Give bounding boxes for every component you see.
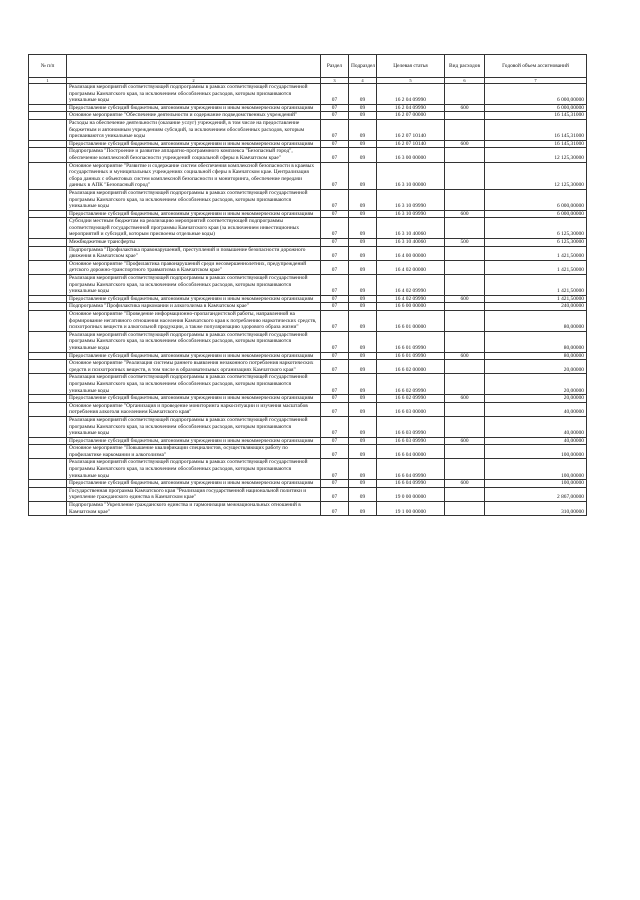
row-number-cell <box>29 162 67 189</box>
row-number-cell <box>29 112 67 120</box>
row-amount-cell: 80,00000 <box>485 331 587 352</box>
row-section-cell: 07 <box>321 437 349 445</box>
row-target-cell: 16 6 04 00000 <box>377 445 445 459</box>
column-number: 7 <box>485 78 587 84</box>
row-target-cell: 16 4 02 09990 <box>377 275 445 296</box>
table-row <box>29 437 587 445</box>
row-target-cell: 16 6 01 09990 <box>377 352 445 360</box>
row-section-cell: 07 <box>321 84 349 105</box>
row-subsection-cell: 09 <box>349 331 377 352</box>
row-number-cell <box>29 502 67 516</box>
row-name-cell: Подпрограмма "Построение и развитие аппаратно-программного комплекса "Безопасный город", обеспечение комплексной безопасности учреждений социальной сферы в Камчатском крае" <box>67 148 321 162</box>
row-section-cell: 07 <box>321 104 349 112</box>
row-number-cell <box>29 303 67 311</box>
table-row <box>29 148 587 162</box>
row-name-cell: Основное мероприятие "Обеспечение деятельности и содержание подведомственных учреждений" <box>67 112 321 120</box>
row-name-cell: Предоставление субсидий бюджетным, автономным учреждениям и иным некоммерческим организациям <box>67 104 321 112</box>
row-name-cell: Реализация мероприятий соответствующей подпрограммы в рамках соответствующей государственной программы Камчатского края, за исключением обособленных расходов, которым присваиваются уникальные коды <box>67 459 321 480</box>
row-name-cell: Основное мероприятие "Реализация системы раннего выявления незаконного потребления наркотических средств и психотропных веществ, в том числе в образовательных организациях Камчатского края" <box>67 360 321 374</box>
row-type-cell <box>445 189 485 210</box>
row-target-cell: 16 6 03 09990 <box>377 416 445 437</box>
table-row <box>29 480 587 488</box>
row-type-cell <box>445 148 485 162</box>
row-amount-cell: 6 000,00000 <box>485 84 587 105</box>
row-target-cell: 16 3 10 40060 <box>377 218 445 239</box>
row-number-cell <box>29 402 67 416</box>
row-section-cell: 07 <box>321 303 349 311</box>
row-amount-cell: 16 145,31000 <box>485 112 587 120</box>
row-subsection-cell: 09 <box>349 352 377 360</box>
row-section-cell: 07 <box>321 502 349 516</box>
row-subsection-cell: 09 <box>349 84 377 105</box>
row-target-cell: 16 3 10 09990 <box>377 189 445 210</box>
row-number-cell <box>29 104 67 112</box>
row-name-cell: Предоставление субсидий бюджетным, автономным учреждениям и иным некоммерческим организациям <box>67 395 321 403</box>
row-number-cell <box>29 148 67 162</box>
row-type-cell <box>445 445 485 459</box>
table-row <box>29 402 587 416</box>
row-subsection-cell: 09 <box>349 189 377 210</box>
column-number: 5 <box>377 78 445 84</box>
row-section-cell: 07 <box>321 360 349 374</box>
row-name-cell: Реализация мероприятий соответствующей подпрограммы в рамках соответствующей государственной программы Камчатского края, за исключением обособленных расходов, которым присваиваются уникальные коды <box>67 275 321 296</box>
row-target-cell: 16 3 10 09990 <box>377 210 445 218</box>
table-body <box>29 84 587 516</box>
row-type-cell <box>445 303 485 311</box>
row-number-cell <box>29 480 67 488</box>
row-type-cell: 600 <box>445 140 485 148</box>
row-subsection-cell: 09 <box>349 437 377 445</box>
row-name-cell: Основное мероприятие "Организация и проведение мониторинга наркоситуации и изучения масштабов потребления алкоголя населением Камчатского края" <box>67 402 321 416</box>
row-amount-cell: 16 145,31000 <box>485 140 587 148</box>
row-number-cell <box>29 218 67 239</box>
row-type-cell: 600 <box>445 104 485 112</box>
row-target-cell: 16 6 02 09990 <box>377 374 445 395</box>
table-row <box>29 445 587 459</box>
row-subsection-cell: 09 <box>349 395 377 403</box>
row-section-cell: 07 <box>321 331 349 352</box>
row-subsection-cell: 09 <box>349 487 377 501</box>
row-subsection-cell: 09 <box>349 445 377 459</box>
row-number-cell <box>29 239 67 247</box>
row-subsection-cell: 09 <box>349 140 377 148</box>
row-section-cell: 07 <box>321 480 349 488</box>
row-name-cell: Межбюджетные трансферты <box>67 239 321 247</box>
header-name <box>67 55 321 78</box>
row-subsection-cell: 09 <box>349 374 377 395</box>
row-name-cell: Основное мероприятие "Развитие и содержание систем обеспечения комплексной безопасности в краевых государственных и муниципальных учреждениях социальной сферы в Камчатском крае. Централизация сбора данных с объектовых систем комплексной безопасности и мониторинга, обеспечение передачи данных в АПК "Безопасный город" <box>67 162 321 189</box>
row-amount-cell: 310,00000 <box>485 502 587 516</box>
row-type-cell <box>445 487 485 501</box>
row-name-cell: Государственная программа Камчатского края "Реализация государственной национальной политики и укрепление гражданского единства в Камчатском крае" <box>67 487 321 501</box>
table-row <box>29 303 587 311</box>
table-row <box>29 104 587 112</box>
row-target-cell: 16 3 10 00000 <box>377 162 445 189</box>
row-name-cell: Основное мероприятие "Проведение информационно-пропагандистской работы, направленной на формирование негативного отношения населения Камчатского края к потреблению наркотических средств, психотропных веществ и алкогольной продукции, а также популяризацию здорового образа жизни" <box>67 311 321 332</box>
row-number-cell <box>29 360 67 374</box>
row-section-cell: 07 <box>321 218 349 239</box>
column-number: 4 <box>349 78 377 84</box>
row-number-cell <box>29 374 67 395</box>
row-type-cell <box>445 459 485 480</box>
row-subsection-cell: 09 <box>349 210 377 218</box>
row-target-cell: 16 4 02 09990 <box>377 295 445 303</box>
row-amount-cell: 100,00000 <box>485 480 587 488</box>
row-number-cell <box>29 416 67 437</box>
row-target-cell: 16 4 00 00000 <box>377 246 445 260</box>
table-row <box>29 119 587 140</box>
row-subsection-cell: 09 <box>349 311 377 332</box>
row-section-cell: 07 <box>321 295 349 303</box>
table-row <box>29 331 587 352</box>
row-amount-cell: 6 000,00000 <box>485 210 587 218</box>
row-type-cell <box>445 112 485 120</box>
header-subsection: Подраздел <box>349 55 377 78</box>
row-type-cell: 500 <box>445 239 485 247</box>
row-amount-cell: 20,00000 <box>485 360 587 374</box>
row-section-cell: 07 <box>321 162 349 189</box>
row-target-cell: 16 2 07 00000 <box>377 112 445 120</box>
row-subsection-cell: 09 <box>349 502 377 516</box>
row-amount-cell: 20,00000 <box>485 374 587 395</box>
row-amount-cell: 12 125,30000 <box>485 148 587 162</box>
row-number-cell <box>29 84 67 105</box>
row-name-cell: Основное мероприятие "Профилактика правонарушений среди несовершеннолетних, предупреждений детского дорожно-транспортного травматизма в Камчатском крае" <box>67 260 321 274</box>
table-row <box>29 246 587 260</box>
row-target-cell: 16 6 03 00000 <box>377 402 445 416</box>
row-section-cell: 07 <box>321 374 349 395</box>
row-target-cell: 16 6 02 09990 <box>377 395 445 403</box>
table-row <box>29 112 587 120</box>
row-name-cell: Предоставление субсидий бюджетным, автономным учреждениям и иным некоммерческим организациям <box>67 140 321 148</box>
row-section-cell: 07 <box>321 395 349 403</box>
row-number-cell <box>29 352 67 360</box>
table-row <box>29 416 587 437</box>
row-number-cell <box>29 331 67 352</box>
row-type-cell <box>445 311 485 332</box>
row-section-cell: 07 <box>321 260 349 274</box>
row-target-cell: 16 2 04 09990 <box>377 104 445 112</box>
row-type-cell: 600 <box>445 352 485 360</box>
row-target-cell: 19 0 00 00000 <box>377 487 445 501</box>
row-type-cell <box>445 374 485 395</box>
row-section-cell: 07 <box>321 402 349 416</box>
table-row <box>29 84 587 105</box>
table-row <box>29 395 587 403</box>
row-amount-cell: 40,00000 <box>485 437 587 445</box>
row-amount-cell: 12 125,30000 <box>485 162 587 189</box>
table-row <box>29 295 587 303</box>
row-name-cell: Предоставление субсидий бюджетным, автономным учреждениям и иным некоммерческим организациям <box>67 210 321 218</box>
row-name-cell: Подпрограмма "Профилактика наркомании и алкоголизма в Камчатском крае" <box>67 303 321 311</box>
row-type-cell <box>445 416 485 437</box>
row-amount-cell: 1 421,50000 <box>485 246 587 260</box>
row-name-cell: Реализация мероприятий соответствующей подпрограммы в рамках соответствующей государственной программы Камчатского края, за исключением обособленных расходов, которым присваиваются уникальные коды <box>67 331 321 352</box>
row-type-cell <box>445 260 485 274</box>
header-target-article: Целевая статья <box>377 55 445 78</box>
row-target-cell: 16 6 02 00000 <box>377 360 445 374</box>
row-amount-cell: 40,00000 <box>485 416 587 437</box>
header-row <box>29 55 587 78</box>
row-subsection-cell: 09 <box>349 218 377 239</box>
row-type-cell: 600 <box>445 437 485 445</box>
row-name-cell: Расходы на обеспечение деятельности (оказание услуг) учреждений, в том числе на предоставление бюджетным и автономным учреждениям субсидий, за исключением обособленных расходов, которым присваиваются уникальные коды <box>67 119 321 140</box>
row-section-cell: 07 <box>321 416 349 437</box>
table-row <box>29 502 587 516</box>
row-type-cell: 600 <box>445 210 485 218</box>
row-number-cell <box>29 210 67 218</box>
row-name-cell: Основное мероприятие "Повышение квалификации специалистов, осуществляющих работу по профилактике наркомании и алкоголизма" <box>67 445 321 459</box>
row-target-cell: 16 6 01 00000 <box>377 311 445 332</box>
row-target-cell: 16 4 02 00000 <box>377 260 445 274</box>
row-type-cell <box>445 502 485 516</box>
row-section-cell: 07 <box>321 112 349 120</box>
row-amount-cell: 2 867,00000 <box>485 487 587 501</box>
column-number: 2 <box>67 78 321 84</box>
row-section-cell: 07 <box>321 148 349 162</box>
row-number-cell <box>29 487 67 501</box>
row-subsection-cell: 09 <box>349 275 377 296</box>
row-subsection-cell: 09 <box>349 112 377 120</box>
row-name-cell: Предоставление субсидий бюджетным, автономным учреждениям и иным некоммерческим организациям <box>67 437 321 445</box>
row-amount-cell: 1 421,50000 <box>485 295 587 303</box>
table-row <box>29 239 587 247</box>
row-number-cell <box>29 246 67 260</box>
row-target-cell: 16 6 04 09990 <box>377 459 445 480</box>
row-subsection-cell: 09 <box>349 104 377 112</box>
row-section-cell: 07 <box>321 239 349 247</box>
header-annual-amount: Годовой объем ассигнований <box>485 55 587 78</box>
table-row <box>29 210 587 218</box>
row-section-cell: 07 <box>321 275 349 296</box>
row-type-cell <box>445 402 485 416</box>
table-row <box>29 260 587 274</box>
row-type-cell <box>445 246 485 260</box>
table-row <box>29 218 587 239</box>
row-number-cell <box>29 275 67 296</box>
budget-table-sheet <box>28 54 586 516</box>
row-section-cell: 07 <box>321 246 349 260</box>
row-section-cell: 07 <box>321 140 349 148</box>
row-subsection-cell: 09 <box>349 239 377 247</box>
header-section: Раздел <box>321 55 349 78</box>
table-row <box>29 374 587 395</box>
row-subsection-cell: 09 <box>349 162 377 189</box>
table-row <box>29 311 587 332</box>
row-amount-cell: 80,00000 <box>485 311 587 332</box>
column-number: 1 <box>29 78 67 84</box>
row-name-cell: Реализация мероприятий соответствующей подпрограммы в рамках соответствующей государственной программы Камчатского края, за исключением обособленных расходов, которым присваиваются уникальные коды <box>67 189 321 210</box>
row-number-cell <box>29 459 67 480</box>
row-type-cell <box>445 331 485 352</box>
row-amount-cell: 20,00000 <box>485 395 587 403</box>
row-subsection-cell: 09 <box>349 416 377 437</box>
row-amount-cell: 6 125,30000 <box>485 239 587 247</box>
row-subsection-cell: 09 <box>349 480 377 488</box>
header-number: № п/п <box>29 55 67 78</box>
row-target-cell: 16 6 04 09990 <box>377 480 445 488</box>
row-type-cell <box>445 275 485 296</box>
row-name-cell: Подпрограмма "Профилактика правонарушений, преступлений и повышение безопасности дорожного движения в Камчатском крае" <box>67 246 321 260</box>
row-amount-cell: 6 125,30000 <box>485 218 587 239</box>
row-name-cell: Реализация мероприятий соответствующей подпрограммы в рамках соответствующей государственной программы Камчатского края, за исключением обособленных расходов, которым присваиваются уникальные коды <box>67 84 321 105</box>
table-row <box>29 275 587 296</box>
row-section-cell: 07 <box>321 487 349 501</box>
row-type-cell <box>445 218 485 239</box>
column-number: 3 <box>321 78 349 84</box>
row-name-cell: Предоставление субсидий бюджетным, автономным учреждениям и иным некоммерческим организациям <box>67 480 321 488</box>
row-number-cell <box>29 445 67 459</box>
row-name-cell: Предоставление субсидий бюджетным, автономным учреждениям и иным некоммерческим организациям <box>67 352 321 360</box>
row-type-cell: 600 <box>445 395 485 403</box>
table-row <box>29 352 587 360</box>
row-type-cell: 600 <box>445 295 485 303</box>
row-section-cell: 07 <box>321 210 349 218</box>
row-name-cell: Подпрограмма "Укрепление гражданского единства и гармонизация межнациональных отношений в Камчатском крае" <box>67 502 321 516</box>
row-section-cell: 07 <box>321 352 349 360</box>
row-target-cell: 16 6 01 09990 <box>377 331 445 352</box>
row-target-cell: 16 6 00 00000 <box>377 303 445 311</box>
row-name-cell: Субсидии местным бюджетам на реализацию мероприятий соответствующей подпрограммы соответствующей государственной программы Камчатского края (за исключением инвестиционных мероприятий и субсидий, которым присвоены отдельные коды) <box>67 218 321 239</box>
table-row <box>29 189 587 210</box>
row-name-cell: Реализация мероприятий соответствующей подпрограммы в рамках соответствующей государственной программы Камчатского края, за исключением обособленных расходов, которым присваиваются уникальные коды <box>67 374 321 395</box>
table-row <box>29 459 587 480</box>
row-target-cell: 16 3 00 00000 <box>377 148 445 162</box>
row-section-cell: 07 <box>321 119 349 140</box>
row-amount-cell: 6 000,00000 <box>485 189 587 210</box>
row-section-cell: 07 <box>321 311 349 332</box>
row-number-cell <box>29 437 67 445</box>
row-number-cell <box>29 189 67 210</box>
row-amount-cell: 240,00000 <box>485 303 587 311</box>
row-number-cell <box>29 295 67 303</box>
row-number-cell <box>29 395 67 403</box>
row-amount-cell: 80,00000 <box>485 352 587 360</box>
table-row <box>29 360 587 374</box>
row-amount-cell: 1 421,50000 <box>485 260 587 274</box>
header-expense-type: Вид расходов <box>445 55 485 78</box>
budget-table <box>28 54 587 516</box>
row-type-cell <box>445 360 485 374</box>
row-type-cell <box>445 162 485 189</box>
column-number: 6 <box>445 78 485 84</box>
row-subsection-cell: 09 <box>349 119 377 140</box>
table-row <box>29 162 587 189</box>
row-subsection-cell: 09 <box>349 246 377 260</box>
row-amount-cell: 100,00000 <box>485 459 587 480</box>
row-type-cell: 600 <box>445 480 485 488</box>
row-subsection-cell: 09 <box>349 148 377 162</box>
row-amount-cell: 100,00000 <box>485 445 587 459</box>
row-number-cell <box>29 119 67 140</box>
row-section-cell: 07 <box>321 459 349 480</box>
row-subsection-cell: 09 <box>349 459 377 480</box>
row-amount-cell: 40,00000 <box>485 402 587 416</box>
row-subsection-cell: 09 <box>349 402 377 416</box>
row-target-cell: 16 2 04 09990 <box>377 84 445 105</box>
row-section-cell: 07 <box>321 189 349 210</box>
row-subsection-cell: 09 <box>349 260 377 274</box>
row-amount-cell: 6 000,00000 <box>485 104 587 112</box>
row-name-cell: Реализация мероприятий соответствующей подпрограммы в рамках соответствующей государственной программы Камчатского края, за исключением обособленных расходов, которым присваиваются уникальные коды <box>67 416 321 437</box>
row-number-cell <box>29 140 67 148</box>
row-type-cell <box>445 119 485 140</box>
row-subsection-cell: 09 <box>349 295 377 303</box>
row-target-cell: 16 6 03 09990 <box>377 437 445 445</box>
row-number-cell <box>29 311 67 332</box>
row-target-cell: 16 2 07 10140 <box>377 140 445 148</box>
row-number-cell <box>29 260 67 274</box>
row-type-cell <box>445 84 485 105</box>
row-name-cell: Предоставление субсидий бюджетным, автономным учреждениям и иным некоммерческим организациям <box>67 295 321 303</box>
row-subsection-cell: 09 <box>349 303 377 311</box>
table-row <box>29 487 587 501</box>
row-subsection-cell: 09 <box>349 360 377 374</box>
row-amount-cell: 1 421,50000 <box>485 275 587 296</box>
row-target-cell: 16 2 07 10140 <box>377 119 445 140</box>
row-section-cell: 07 <box>321 445 349 459</box>
table-row <box>29 140 587 148</box>
row-target-cell: 19 1 00 00000 <box>377 502 445 516</box>
row-target-cell: 16 3 10 40060 <box>377 239 445 247</box>
row-amount-cell: 16 145,31000 <box>485 119 587 140</box>
